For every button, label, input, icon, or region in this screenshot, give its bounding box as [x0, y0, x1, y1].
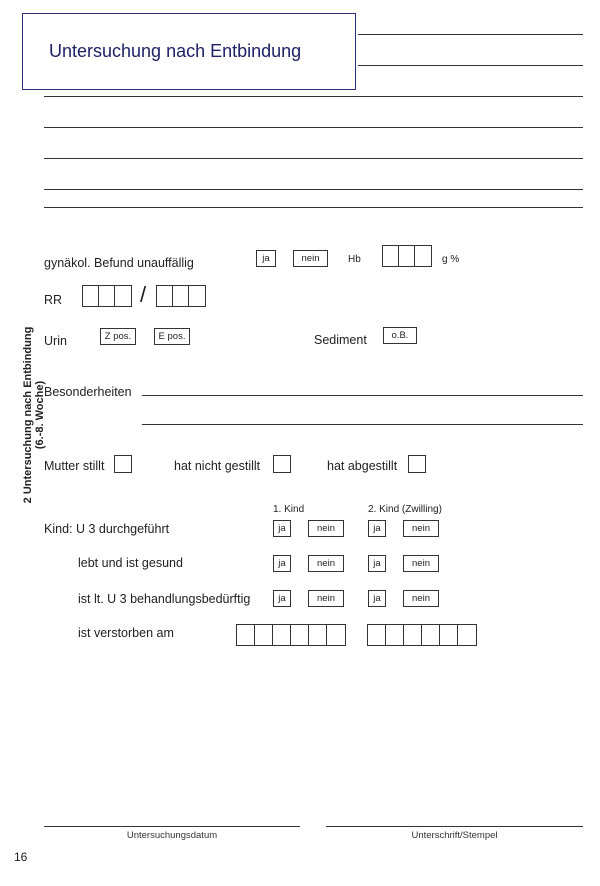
sediment-label: Sediment — [314, 333, 367, 347]
kind-1-header: 1. Kind — [273, 504, 305, 515]
mutter-stillt-checkbox[interactable] — [114, 455, 132, 473]
kind2-gesund-nein[interactable]: nein — [403, 555, 439, 572]
header-line-1 — [358, 34, 583, 35]
befund-ja-box[interactable]: ja — [256, 250, 276, 267]
kind1-u3-ja[interactable]: ja — [273, 520, 291, 537]
datum-signature-line[interactable] — [44, 826, 300, 827]
abgestillt-label: hat abgestillt — [327, 459, 398, 473]
datum-caption: Untersuchungsdatum — [126, 830, 218, 841]
kind2-behandlung-nein[interactable]: nein — [403, 590, 439, 607]
befund-label: gynäkol. Befund unauffällig — [44, 256, 194, 270]
header-title-box — [22, 13, 356, 90]
notes-line-1[interactable] — [44, 96, 583, 97]
header-line-2 — [358, 65, 583, 66]
abgestillt-checkbox[interactable] — [408, 455, 426, 473]
urin-e-pos-box[interactable]: E pos. — [154, 328, 190, 345]
rr-separator: / — [140, 282, 147, 307]
besonderheiten-line-1[interactable] — [142, 395, 583, 396]
side-label-weeks: (6.-8. Woche) — [34, 380, 46, 450]
rr-label: RR — [44, 293, 63, 307]
urin-z-pos-box[interactable]: Z pos. — [100, 328, 136, 345]
rr-diastolic-cells[interactable] — [156, 285, 206, 307]
kind2-behandlung-ja[interactable]: ja — [368, 590, 386, 607]
kind1-u3-nein[interactable]: nein — [308, 520, 344, 537]
hb-unit: g % — [442, 254, 460, 265]
besonderheiten-line-2[interactable] — [142, 424, 583, 425]
page-number: 16 — [14, 850, 28, 864]
kind-verstorben-label: ist verstorben am — [78, 626, 174, 640]
unterschrift-caption: Unterschrift/Stempel — [411, 830, 498, 841]
urin-label: Urin — [44, 334, 67, 348]
notes-line-4[interactable] — [44, 189, 583, 190]
kind-2-header: 2. Kind (Zwilling) — [368, 504, 442, 515]
sediment-ob-box[interactable]: o.B. — [383, 327, 417, 344]
kind-u3-label: Kind: U 3 durchgeführt — [44, 522, 170, 536]
kind2-u3-ja[interactable]: ja — [368, 520, 386, 537]
unterschrift-signature-line[interactable] — [326, 826, 583, 827]
kind1-behandlung-nein[interactable]: nein — [308, 590, 344, 607]
rr-systolic-cells[interactable] — [82, 285, 132, 307]
kind1-gesund-nein[interactable]: nein — [308, 555, 344, 572]
hb-input-cells[interactable] — [382, 245, 432, 267]
kind1-behandlung-ja[interactable]: ja — [273, 590, 291, 607]
befund-nein-box[interactable]: nein — [293, 250, 328, 267]
kind-behandlung-label: ist lt. U 3 behandlungsbedürftig — [78, 592, 251, 606]
notes-line-3[interactable] — [44, 158, 583, 159]
kind2-u3-nein[interactable]: nein — [403, 520, 439, 537]
besonderheiten-label: Besonderheiten — [44, 385, 132, 399]
page-title: Untersuchung nach Entbindung — [49, 41, 302, 61]
notes-line-5[interactable] — [44, 207, 583, 208]
kind1-gesund-ja[interactable]: ja — [273, 555, 291, 572]
kind2-gesund-ja[interactable]: ja — [368, 555, 386, 572]
notes-line-2[interactable] — [44, 127, 583, 128]
kind2-verstorben-date-cells[interactable] — [367, 624, 477, 646]
nicht-gestillt-label: hat nicht gestillt — [174, 459, 261, 473]
nicht-gestillt-checkbox[interactable] — [273, 455, 291, 473]
mutter-stillt-label: Mutter stillt — [44, 459, 105, 473]
side-label-title: 2 Untersuchung nach Entbindung — [22, 326, 34, 504]
kind-gesund-label: lebt und ist gesund — [78, 556, 183, 570]
hb-label: Hb — [348, 254, 361, 265]
kind1-verstorben-date-cells[interactable] — [236, 624, 346, 646]
